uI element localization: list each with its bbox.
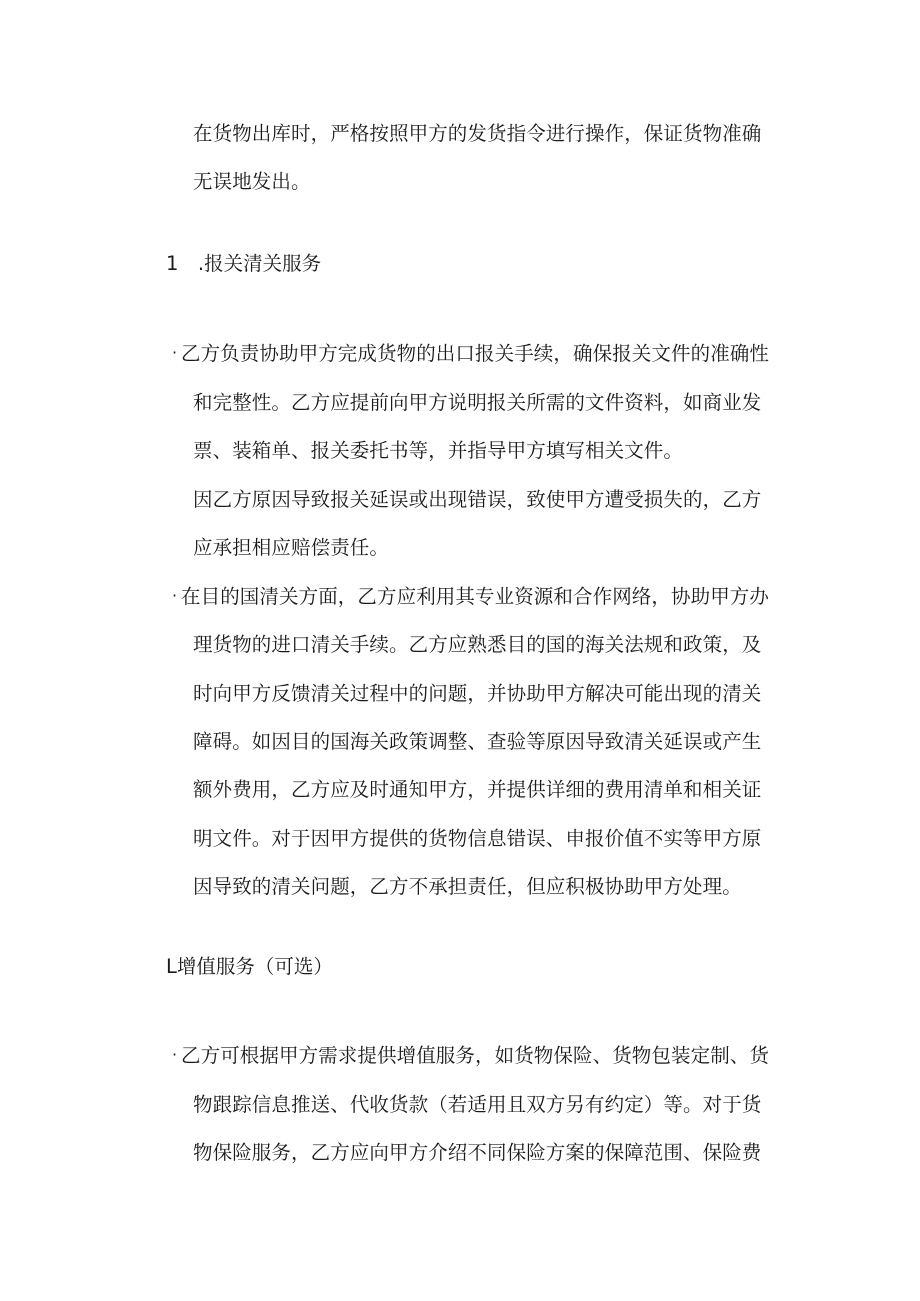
customs-p1-line-5: 应承担相应赔偿责任。 xyxy=(193,536,390,559)
bullet-marker: · xyxy=(172,586,178,605)
customs-p1-line-4: 因乙方原因导致报关延误或出现错误，致使甲方遭受损失的，乙方 xyxy=(193,488,762,511)
value-added-p1-line-3: 物保险服务，乙方应向甲方介绍不同保险方案的保障范围、保险费 xyxy=(193,1141,762,1164)
customs-p2-line-3: 时向甲方反馈清关过程中的问题，并协助甲方解决可能出现的清关 xyxy=(193,682,762,705)
customs-p2-line-4: 障碍。如因目的国海关政策调整、查验等原因导致清关延误或产生 xyxy=(193,730,762,753)
section-heading-customs: 1 .报关清关服务 xyxy=(166,252,322,275)
bullet-marker: · xyxy=(172,1045,178,1064)
intro-line-2: 无误地发出。 xyxy=(193,170,311,193)
customs-p2-line-6: 明文件。对于因甲方提供的货物信息错误、申报价值不实等甲方原 xyxy=(193,827,762,850)
intro-line-1: 在货物出库时，严格按照甲方的发货指令进行操作，保证货物准确 xyxy=(193,122,762,145)
customs-p2-line-1: 在目的国清关方面，乙方应利用其专业资源和合作网络，协助甲方办 xyxy=(181,585,770,608)
customs-p1-line-2: 和完整性。乙方应提前向甲方说明报关所需的文件资料，如商业发 xyxy=(193,391,762,414)
section-heading-value-added: L增值服务（可选） xyxy=(166,955,333,978)
customs-p2-line-7: 因导致的清关问题，乙方不承担责任，但应积极协助甲方处理。 xyxy=(193,875,742,898)
value-added-p1-line-1: 乙方可根据甲方需求提供增值服务，如货物保险、货物包装定制、货 xyxy=(181,1044,770,1067)
bullet-marker: · xyxy=(172,343,178,362)
customs-p1-line-1: 乙方负责协助甲方完成货物的出口报关手续，确保报关文件的准确性 xyxy=(181,342,770,365)
customs-p2-line-5: 额外费用，乙方应及时通知甲方，并提供详细的费用清单和相关证 xyxy=(193,778,762,801)
customs-p1-line-3: 票、装箱单、报关委托书等，并指导甲方填写相关文件。 xyxy=(193,439,684,462)
customs-p2-line-2: 理货物的进口清关手续。乙方应熟悉目的国的海关法规和政策，及 xyxy=(193,633,762,656)
value-added-p1-line-2: 物跟踪信息推送、代收货款（若适用且双方另有约定）等。对于货 xyxy=(193,1093,762,1116)
